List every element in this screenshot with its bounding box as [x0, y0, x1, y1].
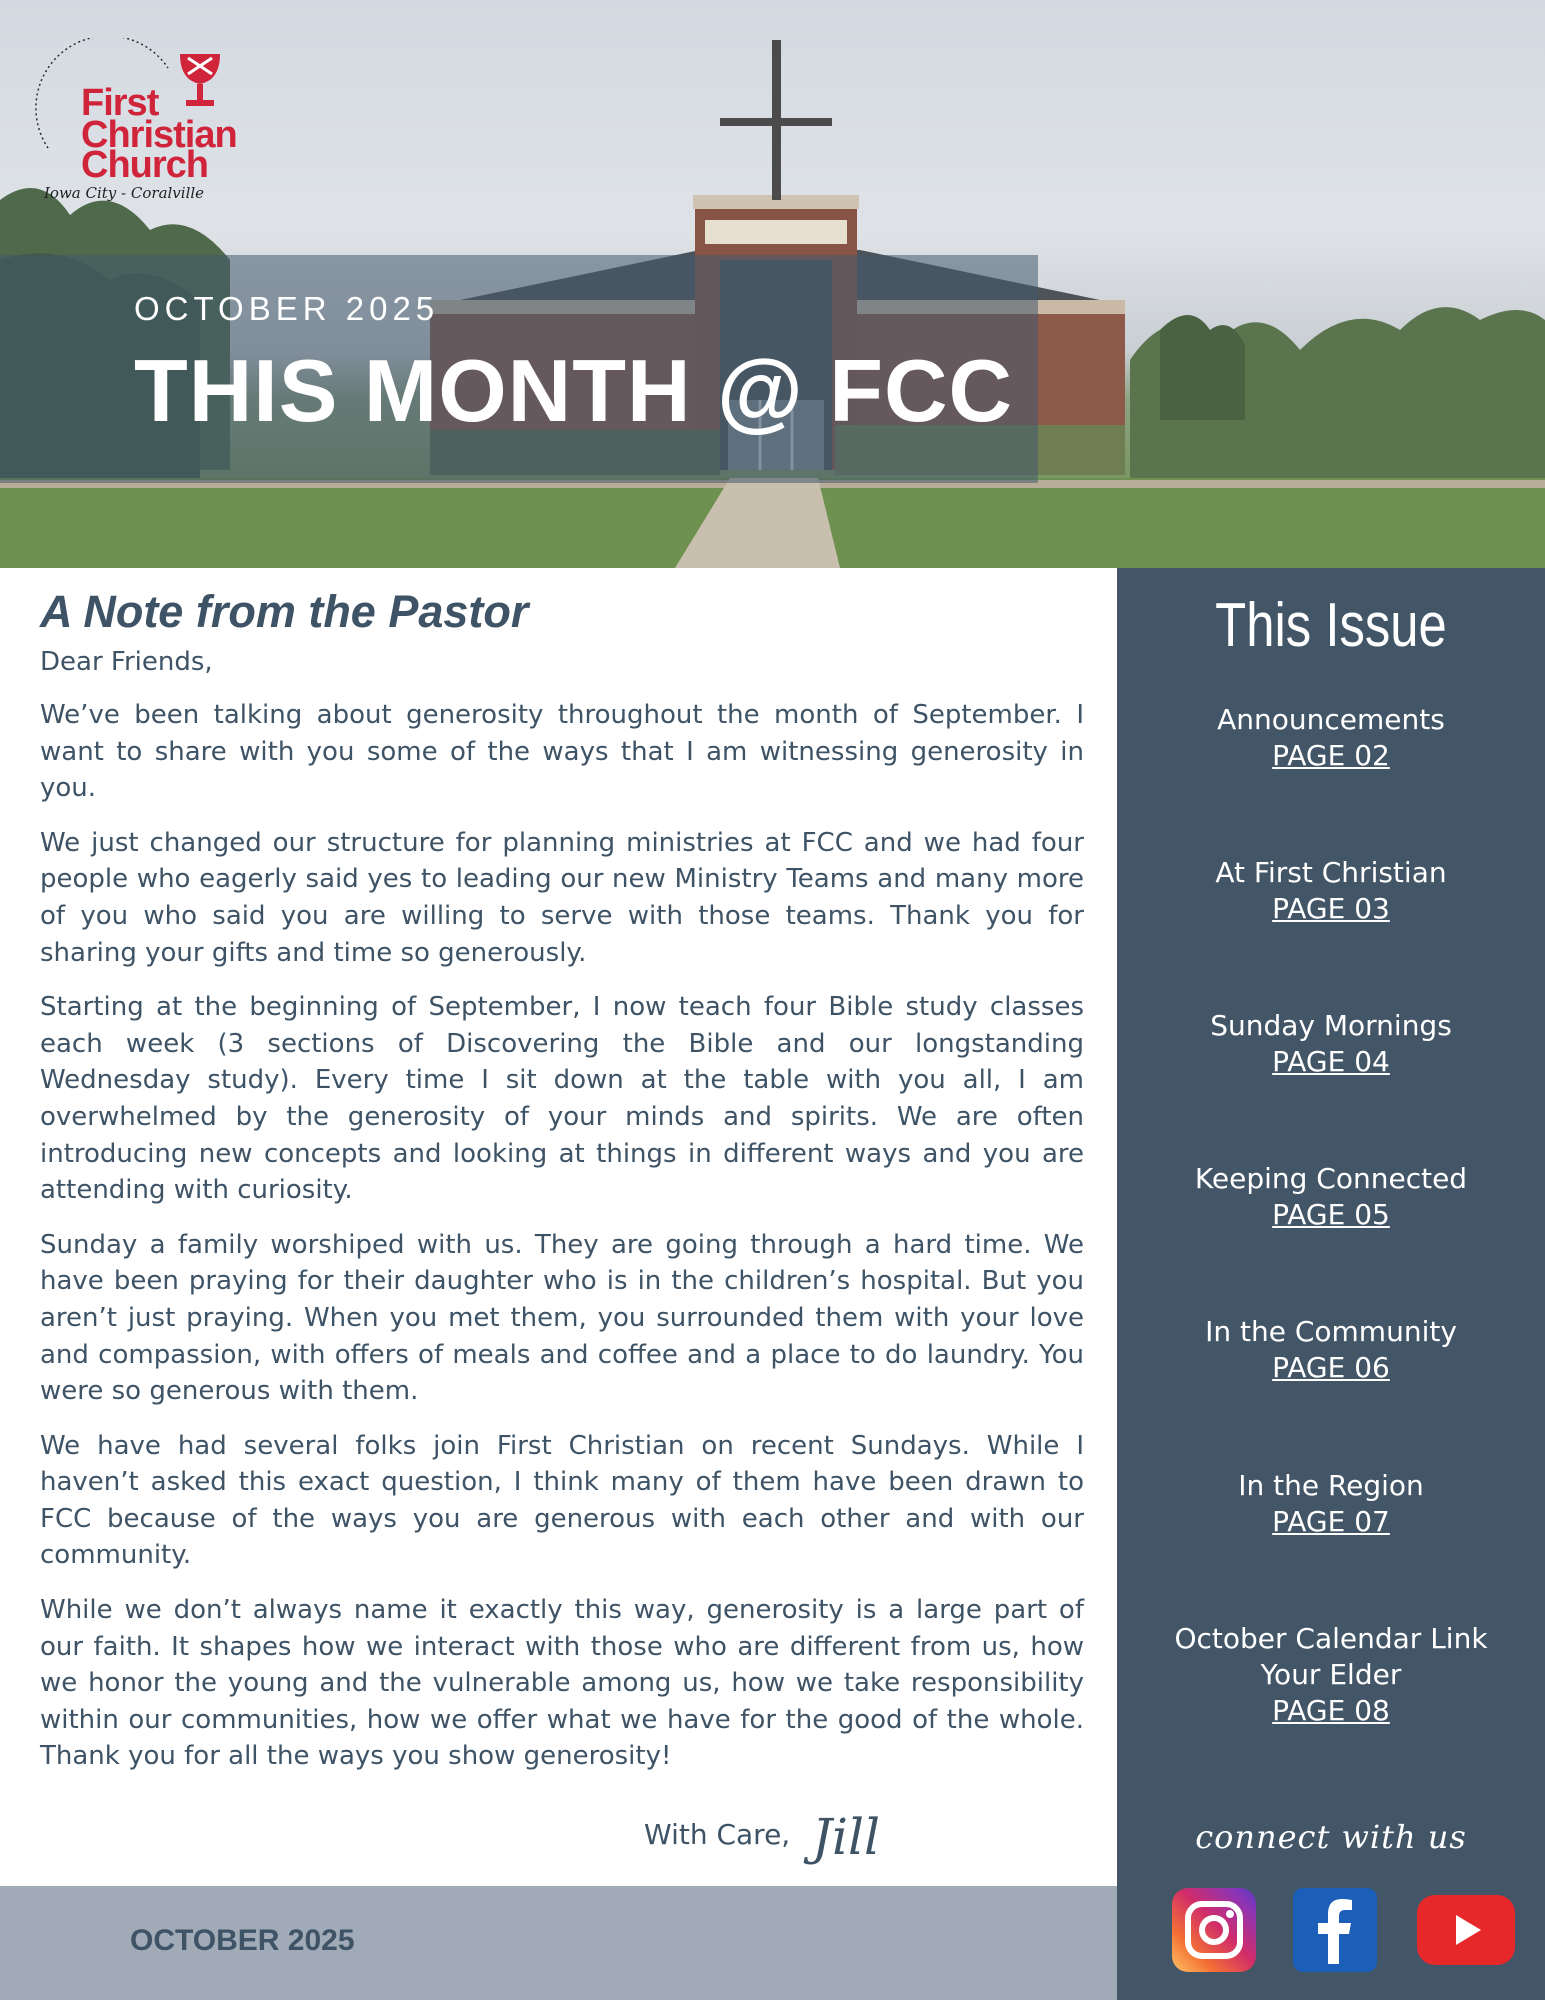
pastor-note — [40, 585, 1084, 1793]
church-logo — [28, 38, 248, 218]
toc-item-october-calendar — [1117, 1621, 1545, 1729]
toc-label: Keeping Connected — [1194, 1162, 1468, 1195]
sidebar-title: This Issue — [1215, 591, 1447, 660]
toc-page-link[interactable]: PAGE 08 — [1272, 1694, 1390, 1727]
toc-label: In the Community — [1205, 1315, 1457, 1348]
note-paragraph: While we don’t always name it exactly this way, generosity is a large part of our faith. It shapes how we interact with those who are different from us, how we honor the young and the vulnerable among us, how we take responsibility within our communities, how we offer what we have for the good of the whole. Thank you for all the ways you show generosity! — [40, 1595, 1084, 1772]
toc-page-link[interactable]: PAGE 04 — [1272, 1045, 1390, 1078]
note-paragraph: Sunday a family worshiped with us. They are going through a hard time. We have been praying for their daughter who is in the children’s hospital. But you aren’t just praying. When you met them, you surrounded them with your love and compassion, with offers of meals and coffee and a place to do laundry. You were so generous with them. — [40, 1229, 1084, 1407]
pastor-signature: Jill — [812, 1808, 881, 1866]
facebook-icon[interactable] — [1293, 1888, 1377, 1972]
note-paragraph: We’ve been talking about generosity throughout the month of September. I want to share with you some of the ways that I am witnessing generosity in you. — [40, 700, 1084, 804]
connect-with-us: connect with us — [1195, 1818, 1467, 1856]
hero-title: THIS MONTH @ FCC — [134, 341, 1014, 440]
youtube-icon[interactable] — [1417, 1895, 1515, 1965]
toc-label: October Calendar Link — [1174, 1622, 1488, 1655]
logo-text-christian: Christian — [81, 114, 237, 156]
toc-item-in-the-region — [1117, 1468, 1545, 1540]
note-paragraph: We just changed our structure for planning ministries at FCC and we had four people who eagerly said yes to leading our new Ministry Teams and many more of you who said you are willing to serve with those teams. Thank you for sharing your gifts and time so generously. — [40, 827, 1084, 968]
toc-page-link[interactable]: PAGE 06 — [1272, 1351, 1390, 1384]
note-signoff: With Care, — [644, 1818, 791, 1851]
logo-text-first: First — [81, 82, 159, 124]
toc-page-link[interactable]: PAGE 07 — [1272, 1505, 1390, 1538]
toc-label: Sunday Mornings — [1210, 1009, 1452, 1042]
footer-bar — [0, 1886, 1117, 2000]
note-heading: A Note from the Pastor — [40, 586, 529, 637]
note-paragraph: We have had several folks join First Christian on recent Sundays. While I haven’t asked this exact question, I think many of them have been drawn to FCC because of the ways you are generous with each other and with our community. — [40, 1430, 1084, 1571]
note-greeting: Dear Friends, — [40, 647, 213, 677]
toc-label: In the Region — [1238, 1469, 1424, 1502]
chalice-icon — [176, 50, 224, 112]
logo-city: Iowa City - Coralville — [44, 184, 205, 202]
logo-text-church: Church — [81, 144, 208, 186]
toc-item-at-first-christian — [1117, 855, 1545, 927]
hero-date: OCTOBER 2025 — [134, 290, 440, 327]
toc-label: Announcements — [1217, 703, 1445, 736]
toc-item-keeping-connected — [1117, 1161, 1545, 1233]
toc-item-in-the-community — [1117, 1314, 1545, 1386]
toc-page-link[interactable]: PAGE 02 — [1272, 739, 1390, 772]
toc-item-sunday-mornings — [1117, 1008, 1545, 1080]
toc-page-link[interactable]: PAGE 05 — [1272, 1198, 1390, 1231]
toc-page-link[interactable]: PAGE 03 — [1272, 892, 1390, 925]
instagram-icon[interactable] — [1172, 1888, 1256, 1972]
toc-item-announcements — [1117, 702, 1545, 774]
toc-label-secondary: Your Elder — [1260, 1658, 1402, 1691]
hero-banner — [0, 0, 1545, 568]
footer-date: OCTOBER 2025 — [130, 1924, 355, 1957]
issue-sidebar — [1117, 568, 1545, 2000]
toc-label: At First Christian — [1215, 856, 1447, 889]
note-paragraph: Starting at the beginning of September, I now teach four Bible study classes each week (3 sections of Discovering the Bible and our longstanding Wednesday study). Every time I sit down at the table with you all, I am overwhelmed by the generosity of your minds and spirits. We are often introducing new concepts and looking at things in different ways and you are attending with curiosity. — [40, 992, 1084, 1206]
